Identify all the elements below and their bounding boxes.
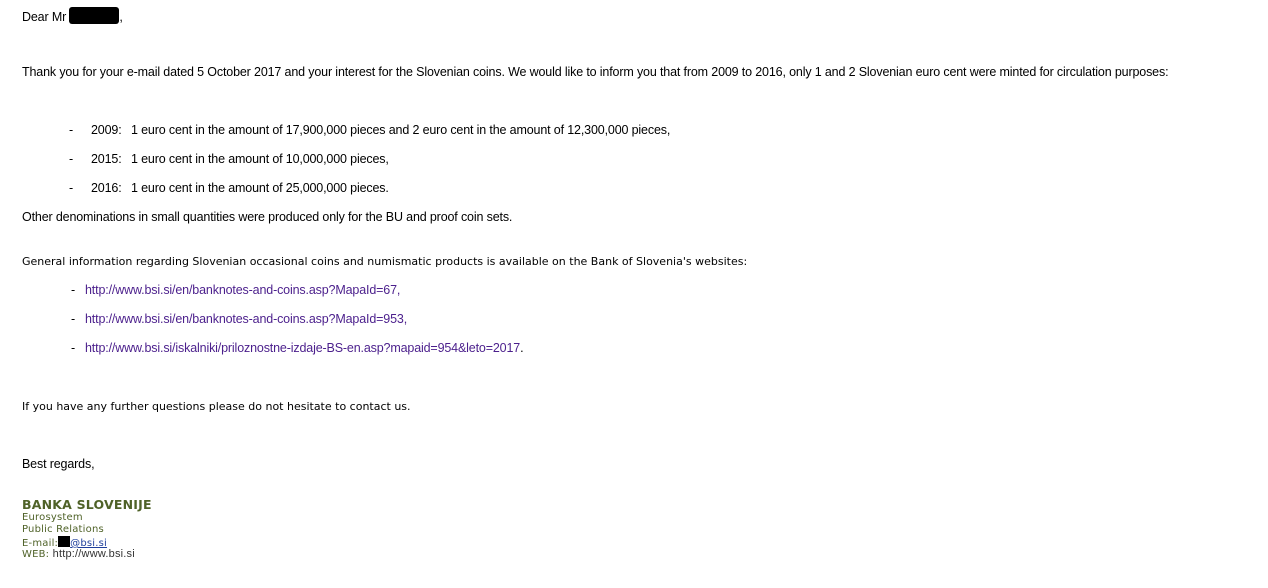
signature-department: Public Relations xyxy=(22,524,104,535)
web-link[interactable]: http://www.bsi.si xyxy=(52,548,135,560)
redacted-name xyxy=(69,7,119,24)
mintage-detail: 1 euro cent in the amount of 17,900,000 pieces and 2 euro cent in the amount of 12,300,000 pieces, xyxy=(131,123,671,137)
mintage-year: 2009: xyxy=(91,123,122,137)
list-item-text xyxy=(91,181,389,195)
intro-paragraph: Thank you for your e-mail dated 5 October 2017 and your interest for the Slovenian coins. We would like to inform you that from 2009 to 2016, only 1 and 2 Slovenian euro cent were minted for circulation purposes: xyxy=(22,65,1169,79)
other-denominations: Other denominations in small quantities were produced only for the BU and proof coin sets. xyxy=(22,210,513,224)
info-intro: General information regarding Slovenian occasional coins and numismatic products is available on the Bank of Slovenia's websites: xyxy=(22,255,748,268)
mintage-year: 2016: xyxy=(91,181,122,195)
web-label: WEB: xyxy=(22,549,50,560)
list-dash: - xyxy=(71,341,76,355)
website-link[interactable]: http://www.bsi.si/iskalniki/priloznostne-izdaje-BS-en.asp?mapaid=954&leto=2017 xyxy=(85,341,521,355)
greeting-line xyxy=(22,7,123,24)
link-suffix: , xyxy=(403,312,408,326)
greeting-salutation: Dear Mr xyxy=(22,10,67,24)
list-item-text xyxy=(85,312,407,326)
list-dash: - xyxy=(69,123,74,137)
list-dash: - xyxy=(71,312,76,326)
email-label: E-mail: xyxy=(22,538,59,549)
website-link[interactable]: http://www.bsi.si/en/banknotes-and-coins.asp?MapaId=953 xyxy=(85,312,404,326)
signature-web-line xyxy=(22,548,135,560)
mintage-year: 2015: xyxy=(91,152,122,166)
signature-org: BANKA SLOVENIJE xyxy=(22,497,152,512)
website-link[interactable]: http://www.bsi.si/en/banknotes-and-coins.asp?MapaId=67 xyxy=(85,283,397,297)
list-item-text xyxy=(85,341,523,355)
list-item-text xyxy=(91,152,389,166)
list-dash: - xyxy=(69,181,74,195)
email-link[interactable]: @bsi.si xyxy=(70,538,108,549)
redacted-email-user xyxy=(58,536,70,547)
list-item-text xyxy=(85,283,400,297)
link-suffix: . xyxy=(520,341,524,355)
mintage-detail: 1 euro cent in the amount of 25,000,000 pieces. xyxy=(131,181,389,195)
greeting-trailing: , xyxy=(119,10,123,24)
link-suffix: , xyxy=(396,283,401,297)
list-item-text xyxy=(91,123,670,137)
closing: Best regards, xyxy=(22,457,95,471)
further-questions: If you have any further questions please do not hesitate to contact us. xyxy=(22,400,411,413)
mintage-detail: 1 euro cent in the amount of 10,000,000 pieces, xyxy=(131,152,389,166)
list-dash: - xyxy=(69,152,74,166)
signature-system: Eurosystem xyxy=(22,512,83,523)
list-dash: - xyxy=(71,283,76,297)
